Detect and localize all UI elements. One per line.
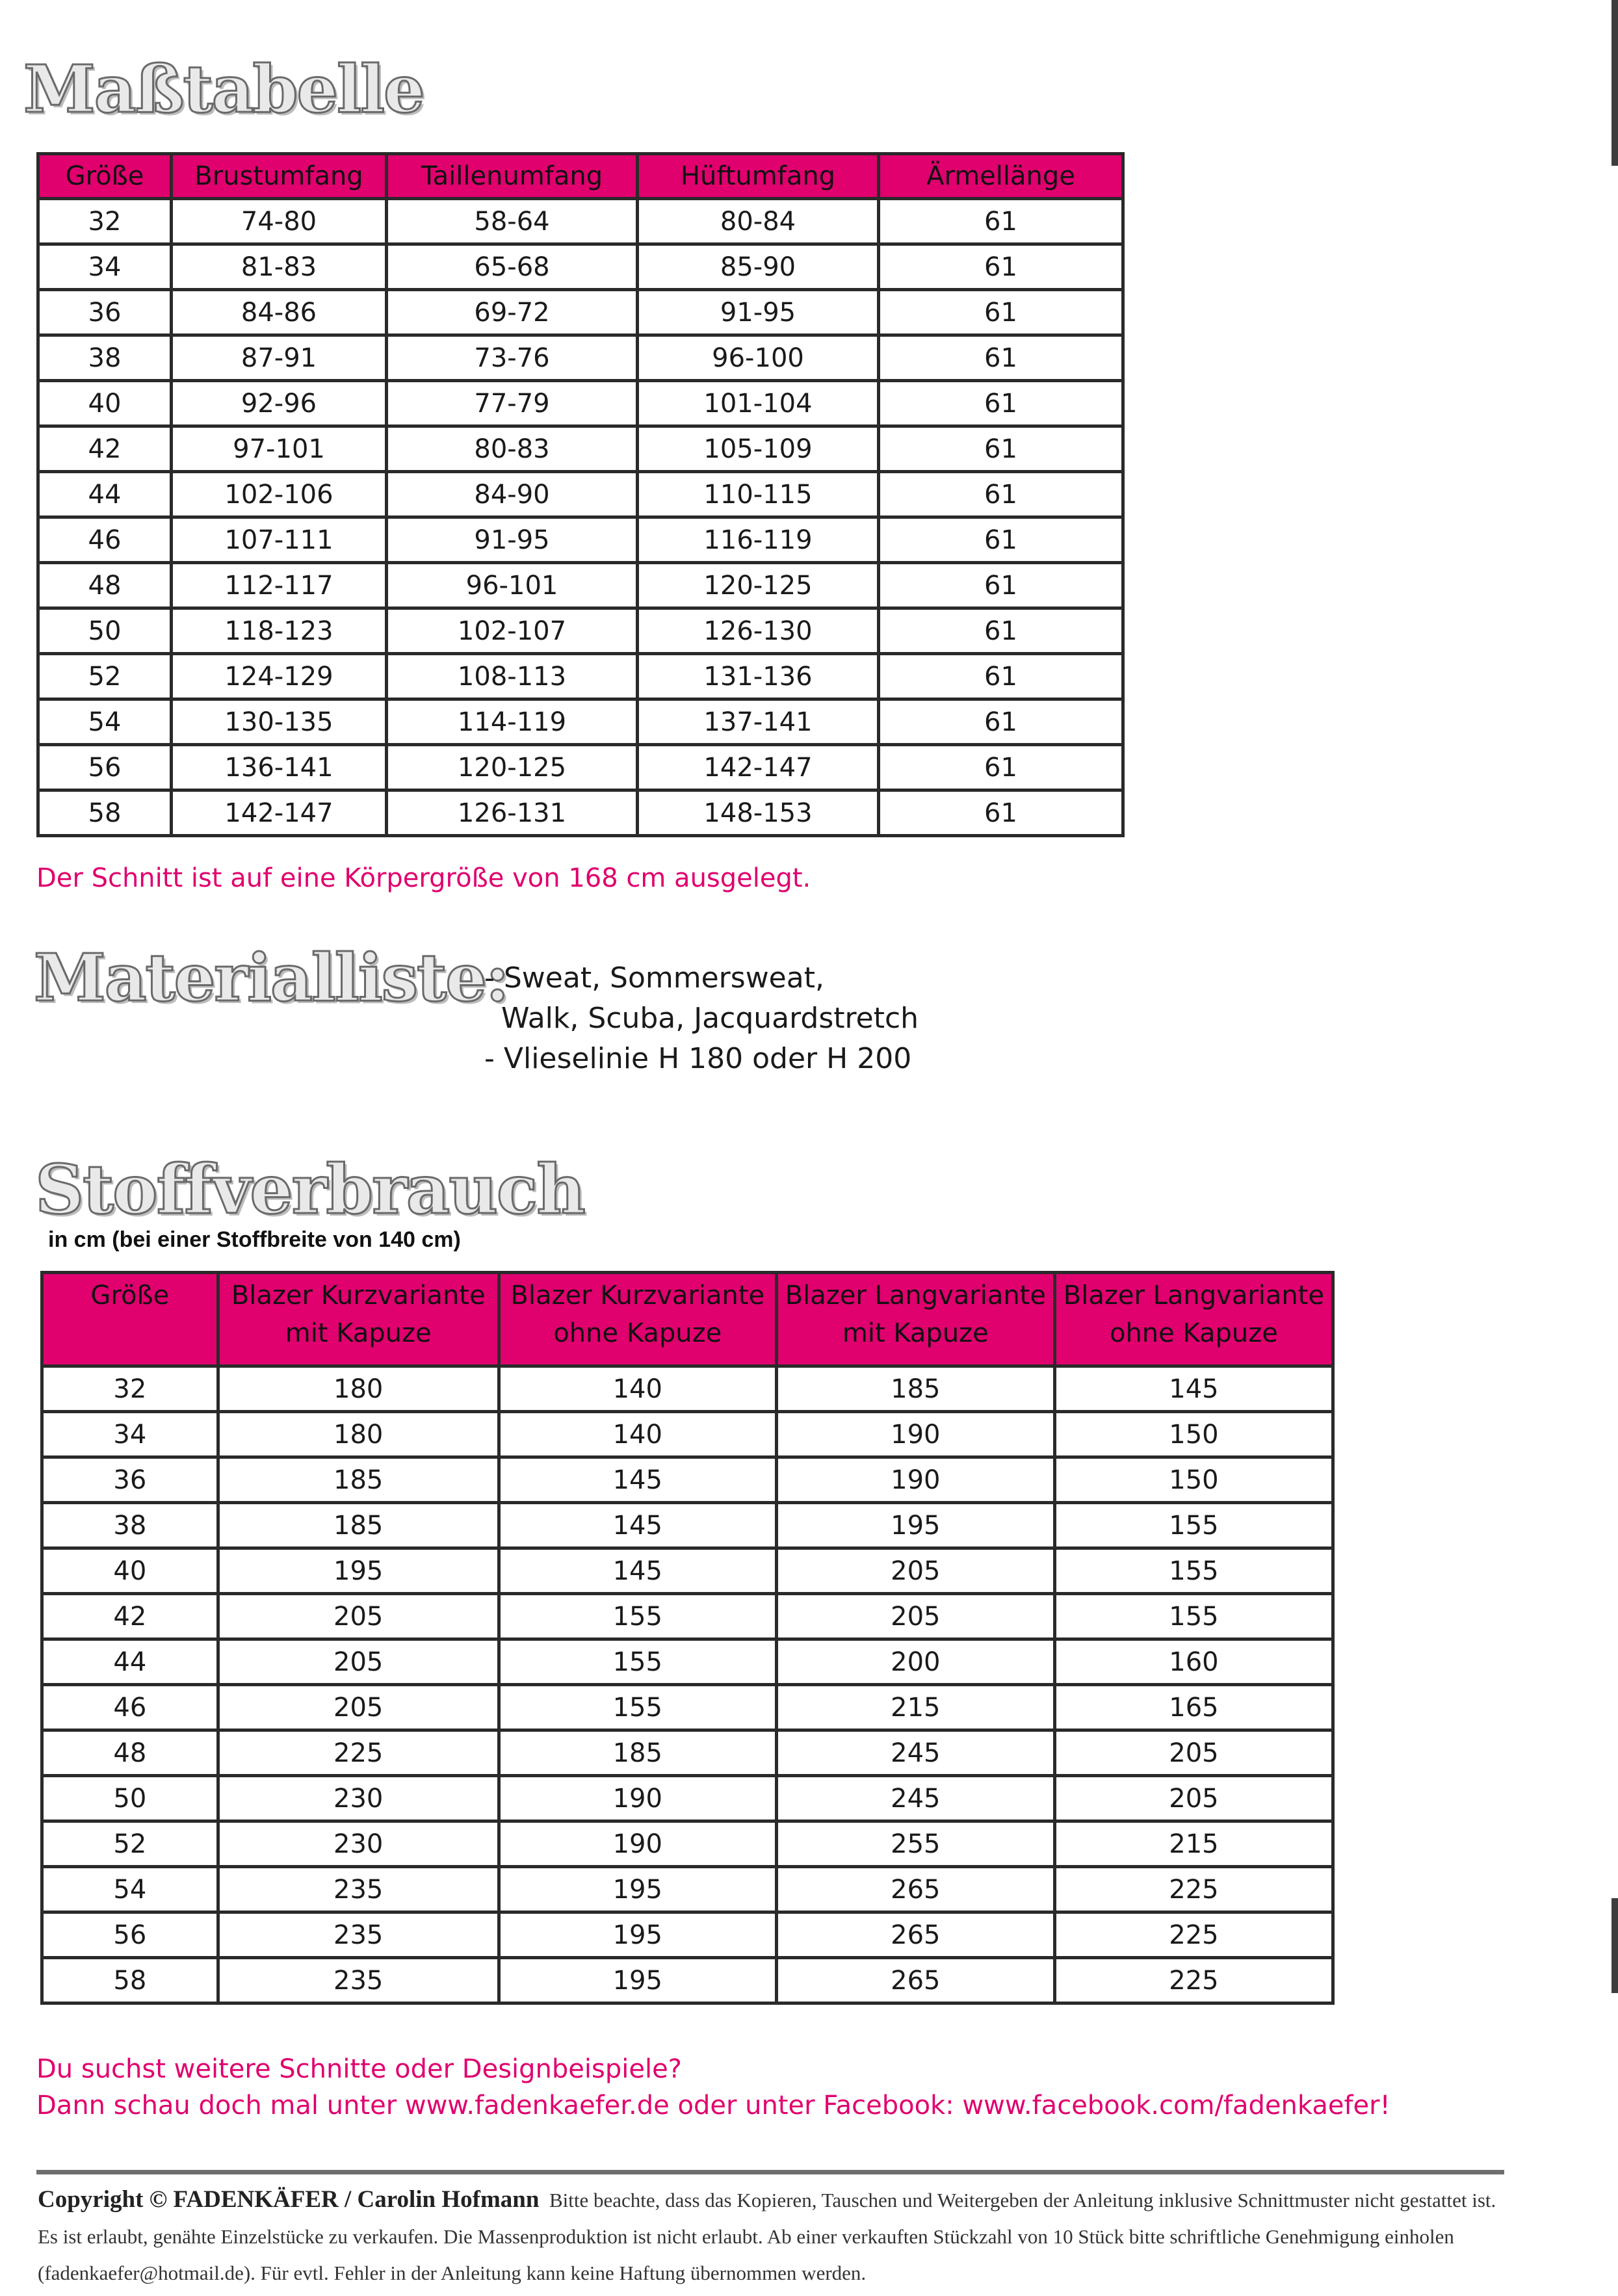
size-table-row xyxy=(38,472,1123,517)
fabric-table-row-cell: 56 xyxy=(42,1912,218,1958)
fabric-table xyxy=(40,1271,1335,2005)
fabric-table-header-cell xyxy=(499,1273,776,1366)
size-table-row xyxy=(38,608,1123,654)
fabric-table-row-cell: 50 xyxy=(42,1776,218,1821)
size-table-row-cell: 74-80 xyxy=(172,199,387,244)
size-table-row-cell: 80-83 xyxy=(387,426,638,472)
fabric-table-row-cell: 145 xyxy=(499,1457,776,1503)
header-line: ohne Kapuze xyxy=(553,1318,722,1348)
size-table-header-row xyxy=(38,154,1123,199)
size-table-header-cell: Hüftumfang xyxy=(638,154,879,199)
fabric-table-row-cell: 180 xyxy=(218,1412,499,1457)
fabric-table-row-cell: 205 xyxy=(218,1639,499,1685)
fabric-table-row xyxy=(42,1639,1333,1685)
copyright-lead: Copyright © FADENKÄFER / Carolin Hofmann xyxy=(38,2186,540,2213)
fabric-table-row-cell: 205 xyxy=(218,1594,499,1639)
fabric-table-row-cell: 190 xyxy=(499,1776,776,1821)
fabric-table-row-cell: 44 xyxy=(42,1639,218,1685)
size-table-row-cell: 92-96 xyxy=(172,381,387,426)
fabric-table-row-cell: 42 xyxy=(42,1594,218,1639)
fabric-table-row-cell: 215 xyxy=(776,1685,1054,1730)
size-table-header-cell: Taillenumfang xyxy=(387,154,638,199)
size-table-header-cell: Ärmellänge xyxy=(879,154,1123,199)
fabric-table-row-cell: 155 xyxy=(1054,1594,1333,1639)
header-line: Größe xyxy=(90,1281,170,1311)
size-table-row-cell: 112-117 xyxy=(172,563,387,608)
size-table-row xyxy=(38,244,1123,290)
fabric-table-row-cell: 54 xyxy=(42,1867,218,1912)
size-table-row xyxy=(38,654,1123,699)
size-table-row-cell: 84-86 xyxy=(172,290,387,335)
size-table-row-cell: 102-107 xyxy=(387,608,638,654)
fabric-table-row-cell: 185 xyxy=(499,1730,776,1776)
fabric-table-header-row xyxy=(42,1273,1333,1366)
fabric-table-row-cell: 225 xyxy=(1054,1958,1333,2003)
fabric-table-row-cell: 185 xyxy=(776,1366,1054,1412)
fabric-table-row-cell: 32 xyxy=(42,1366,218,1412)
size-table-row-cell: 61 xyxy=(879,472,1123,517)
fabric-table-row-cell: 225 xyxy=(1054,1867,1333,1912)
fabric-table-row xyxy=(42,1685,1333,1730)
size-table-header-cell: Brustumfang xyxy=(172,154,387,199)
size-table-row-cell: 91-95 xyxy=(387,517,638,563)
size-table-row-cell: 61 xyxy=(879,381,1123,426)
size-table-row-cell: 101-104 xyxy=(638,381,879,426)
size-table-row-cell: 56 xyxy=(38,745,172,790)
size-table-row xyxy=(38,517,1123,563)
more-patterns-question: Du suchst weitere Schnitte oder Designbeispiele? xyxy=(36,2054,682,2084)
size-table-row-cell: 137-141 xyxy=(638,699,879,745)
fabric-table-row-cell: 140 xyxy=(499,1412,776,1457)
fabric-table-row-cell: 190 xyxy=(499,1821,776,1867)
fabric-table-row-cell: 230 xyxy=(218,1776,499,1821)
fabric-table-row-cell: 185 xyxy=(218,1457,499,1503)
fabric-table-row xyxy=(42,1503,1333,1548)
fabric-table-row xyxy=(42,1776,1333,1821)
size-table-row-cell: 61 xyxy=(879,244,1123,290)
more-patterns-links: Dann schau doch mal unter www.fadenkaefer.de oder unter Facebook: www.facebook.com/fadenkaefer! xyxy=(36,2091,1390,2120)
fabric-table-body xyxy=(42,1366,1333,2003)
fabric-table-row xyxy=(42,1548,1333,1594)
fabric-table-row-cell: 155 xyxy=(499,1685,776,1730)
fabric-table-row-cell: 205 xyxy=(1054,1730,1333,1776)
size-table-row-cell: 40 xyxy=(38,381,172,426)
fabric-table-row-cell: 235 xyxy=(218,1867,499,1912)
header-line: mit Kapuze xyxy=(842,1318,989,1348)
size-table-row-cell: 61 xyxy=(879,290,1123,335)
fabric-table-row-cell: 46 xyxy=(42,1685,218,1730)
size-table-row-cell: 110-115 xyxy=(638,472,879,517)
materials-list-item: - Vlieselinie H 180 oder H 200 xyxy=(484,1042,912,1075)
size-table-row-cell: 136-141 xyxy=(172,745,387,790)
header-line: ohne Kapuze xyxy=(1109,1318,1278,1348)
edge-marker-top xyxy=(1611,0,1618,166)
size-table-row-cell: 50 xyxy=(38,608,172,654)
fabric-table-header-cell xyxy=(42,1273,218,1366)
fabric-table-row-cell: 140 xyxy=(499,1366,776,1412)
size-table-row xyxy=(38,426,1123,472)
size-table-row-cell: 61 xyxy=(879,790,1123,836)
materials-list xyxy=(484,958,919,1079)
fabric-table-row-cell: 265 xyxy=(776,1958,1054,2003)
size-table-row-cell: 126-130 xyxy=(638,608,879,654)
fabric-table-row-cell: 205 xyxy=(776,1548,1054,1594)
size-table-row-cell: 69-72 xyxy=(387,290,638,335)
size-table-row-cell: 142-147 xyxy=(172,790,387,836)
size-table-row-cell: 124-129 xyxy=(172,654,387,699)
size-table-row-cell: 91-95 xyxy=(638,290,879,335)
fabric-heading: Stoffverbrauch xyxy=(35,1149,584,1229)
size-table-row-cell: 32 xyxy=(38,199,172,244)
size-table-row-cell: 118-123 xyxy=(172,608,387,654)
fabric-table-header-cell xyxy=(776,1273,1054,1366)
size-table-row xyxy=(38,699,1123,745)
materials-list-item: - Sweat, Sommersweat, xyxy=(484,961,824,995)
size-table-row-cell: 131-136 xyxy=(638,654,879,699)
size-table-row-cell: 77-79 xyxy=(387,381,638,426)
fabric-table-subtitle: in cm (bei einer Stoffbreite von 140 cm) xyxy=(48,1227,461,1252)
size-table-row xyxy=(38,335,1123,381)
fabric-table-row-cell: 155 xyxy=(1054,1503,1333,1548)
fabric-table-row xyxy=(42,1912,1333,1958)
size-table-row-cell: 58 xyxy=(38,790,172,836)
fabric-table-row-cell: 245 xyxy=(776,1730,1054,1776)
size-table xyxy=(36,152,1125,837)
fabric-table-row-cell: 230 xyxy=(218,1821,499,1867)
size-table-row-cell: 61 xyxy=(879,699,1123,745)
size-table-row-cell: 52 xyxy=(38,654,172,699)
fabric-table-row-cell: 255 xyxy=(776,1821,1054,1867)
size-table-row-cell: 61 xyxy=(879,199,1123,244)
fabric-table-row-cell: 185 xyxy=(218,1503,499,1548)
copyright-notice xyxy=(38,2182,1520,2291)
size-table-row-cell: 61 xyxy=(879,426,1123,472)
fabric-table-row-cell: 265 xyxy=(776,1912,1054,1958)
fabric-table-row xyxy=(42,1594,1333,1639)
fabric-table-row xyxy=(42,1366,1333,1412)
fabric-table-row xyxy=(42,1821,1333,1867)
fabric-table-row-cell: 225 xyxy=(218,1730,499,1776)
size-table-row xyxy=(38,381,1123,426)
size-table-row-cell: 61 xyxy=(879,745,1123,790)
fabric-table-row-cell: 155 xyxy=(499,1594,776,1639)
fabric-table-row-cell: 180 xyxy=(218,1366,499,1412)
size-table-row-cell: 61 xyxy=(879,608,1123,654)
size-table-row-cell: 130-135 xyxy=(172,699,387,745)
fabric-table-row-cell: 145 xyxy=(1054,1366,1333,1412)
size-table-row-cell: 61 xyxy=(879,654,1123,699)
fabric-table-row-cell: 215 xyxy=(1054,1821,1333,1867)
size-table-row-cell: 34 xyxy=(38,244,172,290)
size-table-row-cell: 73-76 xyxy=(387,335,638,381)
size-table-row-cell: 142-147 xyxy=(638,745,879,790)
fabric-table-row xyxy=(42,1730,1333,1776)
size-table-row-cell: 61 xyxy=(879,517,1123,563)
fabric-table-row-cell: 190 xyxy=(776,1412,1054,1457)
size-table-row-cell: 108-113 xyxy=(387,654,638,699)
size-table-row xyxy=(38,290,1123,335)
fabric-table-row-cell: 40 xyxy=(42,1548,218,1594)
fabric-table-row-cell: 200 xyxy=(776,1639,1054,1685)
size-table-row-cell: 80-84 xyxy=(638,199,879,244)
materials-list-item: Walk, Scuba, Jacquardstretch xyxy=(501,1002,919,1035)
size-table-body xyxy=(38,199,1123,836)
fabric-table-row-cell: 225 xyxy=(1054,1912,1333,1958)
fabric-table-row-cell: 265 xyxy=(776,1867,1054,1912)
size-table-row-cell: 61 xyxy=(879,335,1123,381)
fabric-table-row-cell: 195 xyxy=(499,1867,776,1912)
fabric-table-row-cell: 205 xyxy=(776,1594,1054,1639)
fabric-table-row-cell: 205 xyxy=(1054,1776,1333,1821)
size-table-row-cell: 114-119 xyxy=(387,699,638,745)
fabric-table-row-cell: 165 xyxy=(1054,1685,1333,1730)
size-table-row-cell: 81-83 xyxy=(172,244,387,290)
fabric-table-row-cell: 195 xyxy=(776,1503,1054,1548)
fabric-table-row xyxy=(42,1457,1333,1503)
size-table-row-cell: 120-125 xyxy=(387,745,638,790)
header-line: Blazer Langvariante xyxy=(785,1281,1046,1311)
size-table-row-cell: 58-64 xyxy=(387,199,638,244)
header-line: Blazer Kurzvariante xyxy=(510,1281,765,1311)
fabric-table-row-cell: 145 xyxy=(499,1548,776,1594)
size-table-row xyxy=(38,199,1123,244)
footer-divider xyxy=(36,2170,1504,2174)
fabric-table-row-cell: 34 xyxy=(42,1412,218,1457)
fabric-table-row-cell: 58 xyxy=(42,1958,218,2003)
fabric-table-row-cell: 195 xyxy=(218,1548,499,1594)
size-table-row-cell: 61 xyxy=(879,563,1123,608)
size-table-row-cell: 38 xyxy=(38,335,172,381)
fabric-table-row-cell: 52 xyxy=(42,1821,218,1867)
size-table-row-cell: 126-131 xyxy=(387,790,638,836)
fabric-table-row-cell: 205 xyxy=(218,1685,499,1730)
size-table-row-cell: 65-68 xyxy=(387,244,638,290)
size-table-row-cell: 84-90 xyxy=(387,472,638,517)
size-table-row-cell: 46 xyxy=(38,517,172,563)
size-table-row-cell: 54 xyxy=(38,699,172,745)
size-table-row-cell: 36 xyxy=(38,290,172,335)
header-line: mit Kapuze xyxy=(285,1318,432,1348)
size-table-row xyxy=(38,790,1123,836)
size-table-row xyxy=(38,563,1123,608)
fabric-table-row-cell: 155 xyxy=(1054,1548,1333,1594)
size-table-row xyxy=(38,745,1123,790)
fabric-table-row-cell: 190 xyxy=(776,1457,1054,1503)
size-table-row-cell: 87-91 xyxy=(172,335,387,381)
fabric-table-row-cell: 235 xyxy=(218,1958,499,2003)
size-table-row-cell: 44 xyxy=(38,472,172,517)
fabric-table-row-cell: 195 xyxy=(499,1912,776,1958)
size-table-row-cell: 48 xyxy=(38,563,172,608)
size-table-row-cell: 102-106 xyxy=(172,472,387,517)
fabric-table-row-cell: 36 xyxy=(42,1457,218,1503)
size-table-row-cell: 107-111 xyxy=(172,517,387,563)
fabric-table-row-cell: 245 xyxy=(776,1776,1054,1821)
header-line: Blazer Langvariante xyxy=(1063,1281,1325,1311)
fabric-table-row-cell: 150 xyxy=(1054,1457,1333,1503)
materials-heading: Materialliste: xyxy=(34,939,508,1016)
fabric-table-row-cell: 195 xyxy=(499,1958,776,2003)
size-table-row-cell: 116-119 xyxy=(638,517,879,563)
fabric-table-row-cell: 38 xyxy=(42,1503,218,1548)
size-table-row-cell: 85-90 xyxy=(638,244,879,290)
size-table-heading: Maßtabelle xyxy=(23,51,424,127)
fabric-table-row-cell: 48 xyxy=(42,1730,218,1776)
size-table-row-cell: 105-109 xyxy=(638,426,879,472)
size-table-row-cell: 96-101 xyxy=(387,563,638,608)
fabric-table-row-cell: 235 xyxy=(218,1912,499,1958)
edge-marker-bottom xyxy=(1611,1898,1618,1993)
body-height-note: Der Schnitt ist auf eine Körpergröße von 168 cm ausgelegt. xyxy=(36,863,811,893)
size-table-row-cell: 42 xyxy=(38,426,172,472)
fabric-table-row-cell: 150 xyxy=(1054,1412,1333,1457)
fabric-table-header-cell xyxy=(1054,1273,1333,1366)
size-table-row-cell: 120-125 xyxy=(638,563,879,608)
fabric-table-row-cell: 155 xyxy=(499,1639,776,1685)
fabric-table-row xyxy=(42,1867,1333,1912)
fabric-table-row xyxy=(42,1958,1333,2003)
fabric-table-header-cell xyxy=(218,1273,499,1366)
fabric-table-row xyxy=(42,1412,1333,1457)
fabric-table-row-cell: 145 xyxy=(499,1503,776,1548)
size-table-row-cell: 148-153 xyxy=(638,790,879,836)
size-table-header-cell: Größe xyxy=(38,154,172,199)
fabric-table-row-cell: 160 xyxy=(1054,1639,1333,1685)
size-table-row-cell: 96-100 xyxy=(638,335,879,381)
copyright-text: Bitte beachte, dass das Kopieren, Tauschen und Weitergeben der Anleitung inklusive Schnittmuster nicht gestattet ist. Es ist erlaubt, genähte Einzelstücke zu verkaufen. Die Massenproduktion ist nicht erlaubt. Ab einer verkauften Stückzahl von 10 Stück bitte schriftliche Genehmigung einholen (fadenkaefer@hotmail.de). Für evtl. Fehler in der Anleitung kann keine Haftung übernommen werden. xyxy=(38,2189,1496,2284)
size-table-row-cell: 97-101 xyxy=(172,426,387,472)
header-line: Blazer Kurzvariante xyxy=(231,1281,486,1311)
